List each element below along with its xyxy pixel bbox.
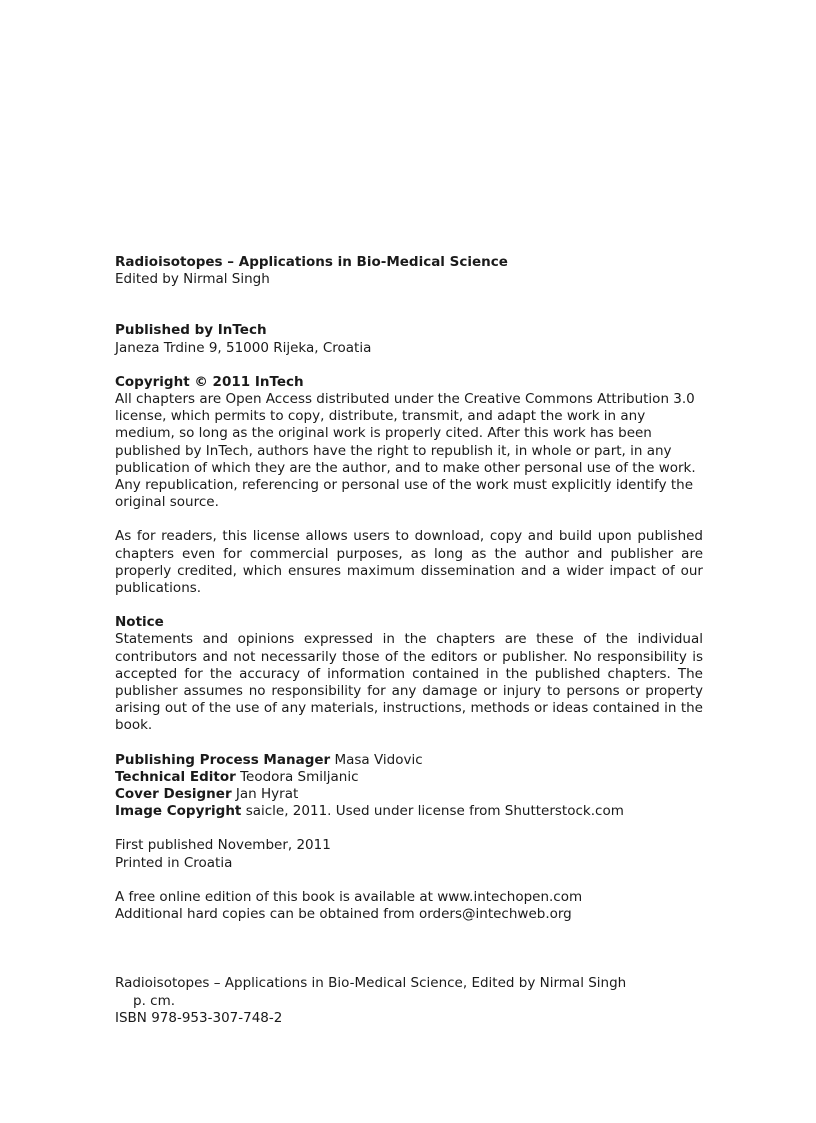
catalog-isbn: ISBN 978-953-307-748-2 [115, 1009, 283, 1026]
credit-value: Teodora Smiljanic [240, 768, 359, 785]
credits-block [115, 752, 703, 821]
notice-block [115, 614, 703, 734]
printed-in: Printed in Croatia [115, 854, 233, 871]
copyright-page [115, 254, 703, 1027]
credit-value: Masa Vidovic [334, 751, 423, 768]
credit-label: Image Copyright [115, 803, 242, 820]
catalog-pages: p. cm. [133, 992, 176, 1009]
notice-heading: Notice [115, 614, 164, 631]
copyright-block [115, 374, 703, 512]
credit-line [115, 786, 703, 803]
credit-line [115, 752, 703, 769]
credit-label: Technical Editor [115, 768, 236, 785]
online-block [115, 889, 703, 923]
hard-copies-note: Additional hard copies can be obtained from orders@intechweb.org [115, 906, 572, 923]
copyright-text: All chapters are Open Access distributed under the Creative Commons Attribution 3.0 license, which permits to copy, distribute, transmit, and adapt the work in any medium, so long as the original work is properly cited. After this work has been published by InTech, authors have the right to republish it, in whole or part, in any publication of which they are the author, and to make other personal use of the work. Any republication, referencing or personal use of the work must explicitly identify the original source. [115, 391, 696, 511]
printing-block [115, 837, 703, 871]
notice-text: Statements and opinions expressed in the chapters are these of the individual contributors and not necessarily those of the editors or publisher. No responsibility is accepted for the accuracy of information contained in the published chapters. The publisher assumes no responsibility for any damage or injury to persons or property arising out of the use of any materials, instructions, methods or ideas contained in the book. [115, 631, 703, 734]
credit-value: saicle, 2011. Used under license from Shutterstock.com [245, 803, 624, 820]
credit-line [115, 769, 703, 786]
credit-line [115, 803, 703, 820]
publisher-address: Janeza Trdine 9, 51000 Rijeka, Croatia [115, 339, 372, 356]
credit-label: Publishing Process Manager [115, 751, 331, 768]
title-block [115, 254, 703, 288]
first-published: First published November, 2011 [115, 837, 331, 854]
readers-block [115, 528, 703, 597]
readers-text: As for readers, this license allows users to download, copy and build upon published chapters even for commercial purposes, as long as the author and publisher are properly credited, which ensures maximum dissemination and a wider impact of our publications. [115, 528, 703, 597]
catalog-block [115, 975, 703, 1027]
free-edition-note: A free online edition of this book is available at www.intechopen.com [115, 888, 583, 905]
credit-value: Jan Hyrat [235, 786, 299, 803]
publisher-block [115, 322, 703, 356]
edited-by: Edited by Nirmal Singh [115, 271, 270, 288]
book-title: Radioisotopes – Applications in Bio-Medical Science [115, 254, 508, 270]
credit-label: Cover Designer [115, 786, 232, 803]
publisher-heading: Published by InTech [115, 322, 267, 339]
copyright-heading: Copyright © 2011 InTech [115, 373, 304, 390]
catalog-citation: Radioisotopes – Applications in Bio-Medical Science, Edited by Nirmal Singh [115, 975, 627, 992]
